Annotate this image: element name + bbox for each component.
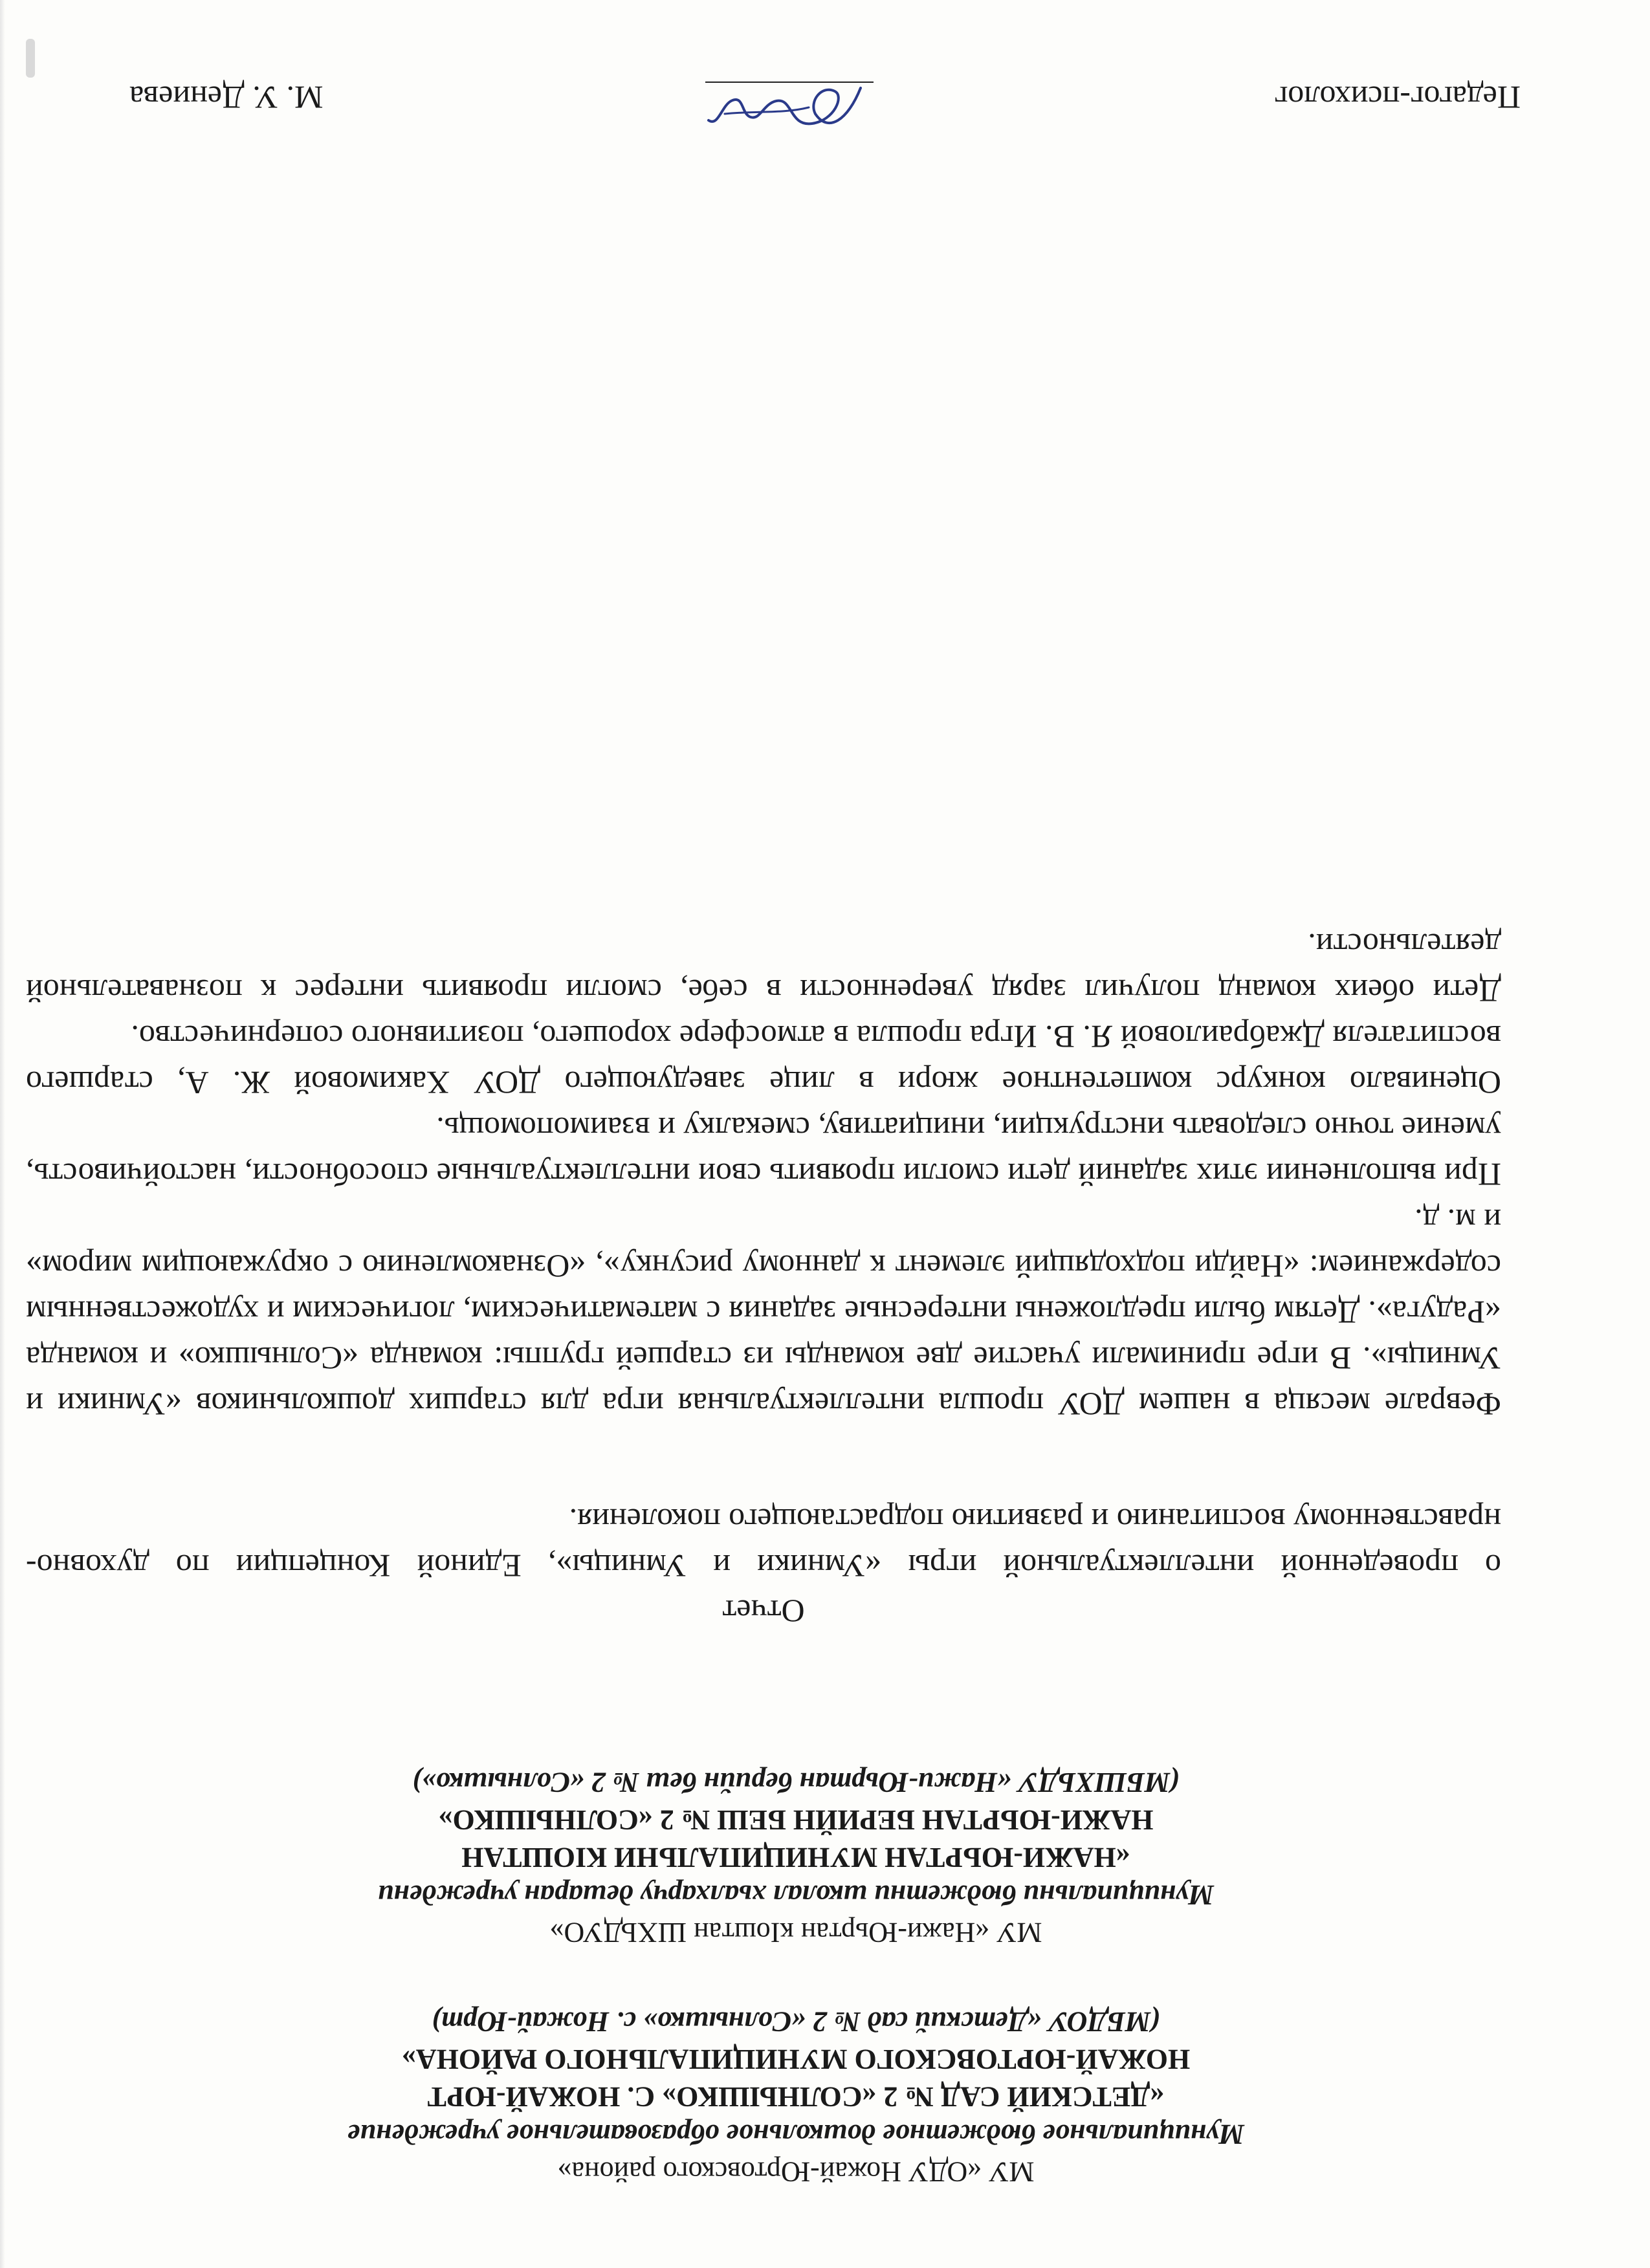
- header-ru-line1: МУ «ОДУ Ножай-Юртовского района»: [557, 2156, 1035, 2188]
- header-ru-line2: Муниципальное бюджетное дошкольное образовательное учреждение: [347, 2119, 1244, 2150]
- header-ru-line3: «ДЕТСКИЙ САД № 2 «СОЛНЫШКО» С. НОЖАЙ-ЮРТ: [427, 2081, 1165, 2113]
- report-title: Отчет: [722, 1593, 805, 1630]
- report-subtitle: о проведенной интеллектуальной игры «Умники и Умницы», Единой Концепции по духовно-нравственному воспитанию и развитию подрастающего поколения.: [26, 1502, 1501, 1584]
- body-paragraph-3: Оценивало конкурс компетентное жюри в лице заведующего ДОУ Хакимовой Ж. А, старшего воспитателя Джабраиловой Я. В. Игра прошла в атмосфере хорошего, позитивного соперничество.: [26, 1019, 1501, 1101]
- signature-role: Педагог-психолог: [1274, 80, 1521, 116]
- body-paragraph-1: Феврале месяца в нашем ДОУ прошла интеллектуальная игра для старших дошкольников «Умники и Умницы». В игре принимали участие две команды из старшей группы: команда «Солнышко» и команда «Радуга». Детям были предложены интересные задания с математическим, логическим и художественным содержанием: «Найди подходящий элемент к данному рисунку», «Ознакомлению с окружающим миром» и м. д.: [26, 1203, 1501, 1423]
- header-ce-line2: Муниципальни бюджетни школал хьалхарчу дешаран учреждени: [378, 1879, 1214, 1911]
- header-ru-line4: НОЖАЙ-ЮРТОВСКОГО МУНИЦИПАЛЬНОГО РАЙОНА»: [401, 2044, 1191, 2075]
- signature-row: [129, 69, 1521, 159]
- report-title-block: [26, 1497, 1501, 1634]
- scan-edge-shadow: [0, 0, 5, 2268]
- signature-line: [705, 82, 874, 83]
- report-body: [26, 922, 1501, 1427]
- body-paragraph-2: При выполнении этих заданий дети смогли проявить свои интеллектуальные способности, настойчивость, умение точно следовать инструкции, инициативу, смекалку и взаимопомощь.: [26, 1111, 1501, 1193]
- header-russian: [252, 2003, 1339, 2190]
- header-ce-line1: МУ «Нажи-Юьртан кІоштан ШХЬДУО»: [549, 1917, 1042, 1948]
- header-ce-line5: (МБШХЬДУ «Нажи-Юьртан берийн беш № 2 «Солнышко»): [412, 1767, 1180, 1798]
- signature-name: М. У. Дениева: [129, 80, 324, 116]
- header-ce-line3: «НАЖИ-ЮЬРТАН МУНИЦИПАЛЬНИ КІОШТАН: [461, 1842, 1130, 1873]
- header-chechen: [214, 1763, 1378, 1951]
- handwritten-signature-icon: [692, 75, 874, 146]
- header-ru-line5: (МБДОУ «Детский сад № 2 «Солнышко» с. Ножай-Юрт): [432, 2006, 1160, 2038]
- body-paragraph-4: Дети обеих команд получил заряд уверенности в себе, смогли проявить интерес к познавательной деятельности.: [26, 927, 1501, 1009]
- scan-speck: [26, 39, 35, 78]
- header-ce-line4: НАЖИ-ЮЬРТАН БЕРИЙН БЕШ № 2 «СОЛНЫШКО»: [438, 1804, 1154, 1836]
